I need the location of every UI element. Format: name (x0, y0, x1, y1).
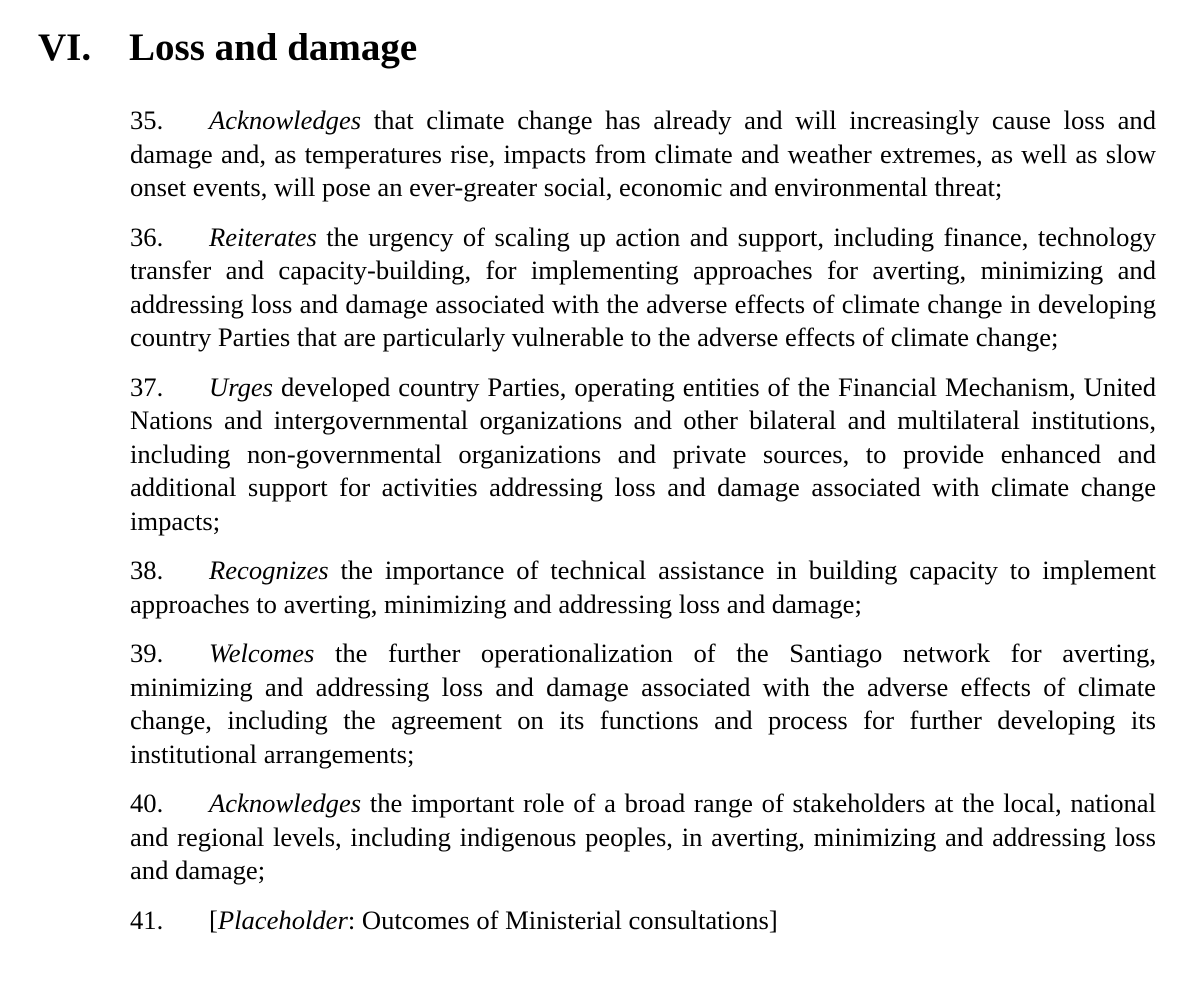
section-title: Loss and damage (129, 26, 418, 69)
paragraph-text: the important role of a broad range of stakeholders at the local, national and regional levels, including indigenous peoples, in averting, minimizing and addressing loss and damage; (130, 788, 1156, 885)
paragraph-operative-verb: Welcomes (209, 638, 315, 668)
paragraph-36 (130, 221, 1156, 355)
paragraph-number: 41. (130, 904, 164, 935)
paragraph-operative-verb: Acknowledges (209, 105, 362, 135)
paragraph-40 (130, 787, 1156, 888)
paragraph-text: that climate change has already and will increasingly cause loss and damage and, as temperatures rise, impacts from climate and weather extremes, as well as slow onset events, will pose an ever-greater social, economic and environmental threat; (130, 105, 1156, 202)
paragraph-number: 36. (130, 221, 164, 252)
paragraph-37 (130, 371, 1156, 539)
placeholder-label: Placeholder (217, 904, 348, 935)
paragraph-39 (130, 637, 1156, 771)
paragraph-number: 38. (130, 555, 164, 585)
paragraph-text: the urgency of scaling up action and support, including finance, technology transfer and capacity-building, for implementing approaches for averting, minimizing and addressing loss and damage associated with the adverse effects of climate change in developing country Parties that are particularly vulnerable to the adverse effects of climate change; (130, 221, 1156, 352)
paragraph-number: 39. (130, 638, 164, 668)
paragraph-operative-verb: Recognizes (209, 555, 329, 585)
paragraph-number: 35. (130, 105, 164, 135)
paragraph-number: 40. (130, 788, 164, 818)
paragraph-41 (130, 904, 1156, 938)
paragraph-text: the further operationalization of the Santiago network for averting, minimizing and addressing loss and damage associated with the adverse effects of climate change, including the agreement on its functions and process for further developing its institutional arrangements; (130, 638, 1156, 769)
paragraph-list (130, 104, 1156, 953)
paragraph-text: developed country Parties, operating entities of the Financial Mechanism, United Nations and intergovernmental organizations and other bilateral and multilateral institutions, including non-governmental organizations and private sources, to provide enhanced and additional support for activities addressing loss and damage associated with climate change impacts; (130, 371, 1156, 536)
paragraph-operative-verb: Reiterates (209, 221, 317, 252)
paragraph-operative-verb: Acknowledges (209, 788, 362, 818)
paragraph-35 (130, 104, 1156, 205)
paragraph-text: : Outcomes of Ministerial consultations] (347, 904, 778, 935)
open-bracket: [ (209, 904, 218, 935)
section-heading (38, 24, 417, 72)
paragraph-number: 37. (130, 371, 164, 402)
paragraph-text: the importance of technical assistance in building capacity to implement approaches to averting, minimizing and addressing loss and damage; (130, 555, 1156, 619)
section-number: VI. (38, 26, 92, 69)
paragraph-38 (130, 554, 1156, 621)
paragraph-operative-verb: Urges (209, 371, 274, 402)
